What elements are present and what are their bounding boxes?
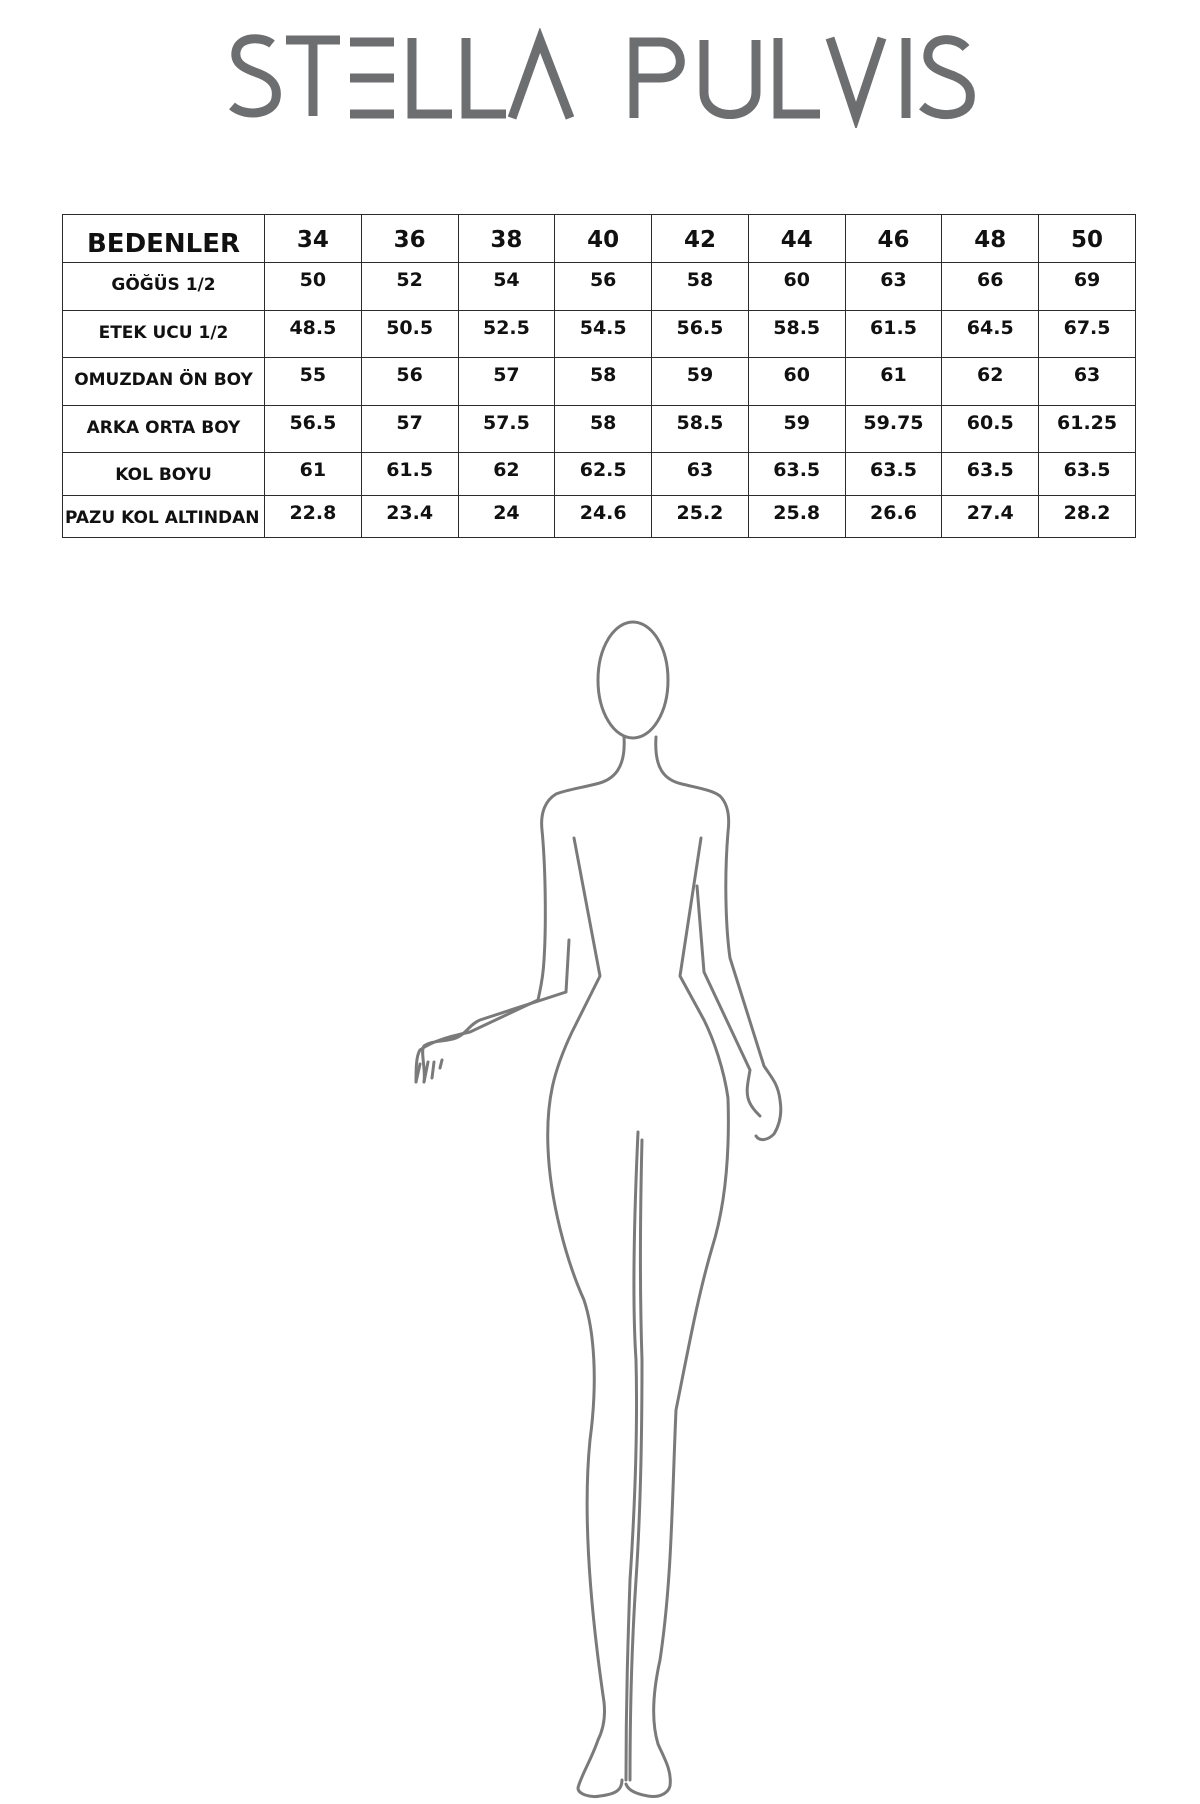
table-cell: 69 [1039, 263, 1136, 310]
row-label: ARKA ORTA BOY [63, 405, 265, 452]
table-cell: 56 [361, 358, 458, 405]
table-cell: 63.5 [845, 453, 942, 495]
size-header-cell: 40 [555, 215, 652, 263]
size-header-cell: 34 [265, 215, 362, 263]
table-cell: 55 [265, 358, 362, 405]
figure-hand-left [416, 1060, 442, 1082]
table-cell: 67.5 [1039, 310, 1136, 357]
figure-head [598, 622, 668, 738]
table-cell: 56.5 [652, 310, 749, 357]
size-header-cell: 42 [652, 215, 749, 263]
table-cell: 24.6 [555, 495, 652, 537]
table-cell: 50.5 [361, 310, 458, 357]
table-row [63, 453, 1136, 495]
table-cell: 59 [748, 405, 845, 452]
table-cell: 54.5 [555, 310, 652, 357]
table-cell: 57.5 [458, 405, 555, 452]
figure-torso-left-line [548, 838, 622, 1797]
table-cell: 48.5 [265, 310, 362, 357]
figure-body-right [656, 737, 781, 1140]
figure-body-left [416, 737, 624, 1082]
table-cell: 23.4 [361, 495, 458, 537]
table-cell: 56 [555, 263, 652, 310]
table-cell: 54 [458, 263, 555, 310]
fashion-figure-illustration [0, 600, 1200, 1800]
row-label: KOL BOYU [63, 453, 265, 495]
brand-logo [0, 28, 1200, 128]
table-cell: 63 [845, 263, 942, 310]
size-header-cell: 50 [1039, 215, 1136, 263]
table-cell: 59.75 [845, 405, 942, 452]
size-header-row [63, 215, 1136, 263]
size-header-cell: 44 [748, 215, 845, 263]
table-cell: 58.5 [748, 310, 845, 357]
row-label: PAZU KOL ALTINDAN [63, 495, 265, 537]
table-cell: 63 [652, 453, 749, 495]
table-cell: 56.5 [265, 405, 362, 452]
size-header-cell: 36 [361, 215, 458, 263]
table-cell: 50 [265, 263, 362, 310]
table-cell: 61 [845, 358, 942, 405]
figure-forearm-right [697, 886, 760, 1116]
table-cell: 60.5 [942, 405, 1039, 452]
table-cell: 61.25 [1039, 405, 1136, 452]
table-row [63, 263, 1136, 310]
table-cell: 62 [942, 358, 1039, 405]
table-row [63, 358, 1136, 405]
table-cell: 25.8 [748, 495, 845, 537]
figure-forearm-left [423, 940, 569, 1082]
table-cell: 61.5 [361, 453, 458, 495]
table-cell: 62 [458, 453, 555, 495]
table-cell: 22.8 [265, 495, 362, 537]
size-chart-table [62, 214, 1136, 538]
brand-logo-mark [0, 28, 1200, 128]
table-cell: 27.4 [942, 495, 1039, 537]
table-cell: 66 [942, 263, 1039, 310]
table-cell: 61 [265, 453, 362, 495]
table-cell: 28.2 [1039, 495, 1136, 537]
table-cell: 61.5 [845, 310, 942, 357]
table-row [63, 405, 1136, 452]
size-header-cell: 38 [458, 215, 555, 263]
table-cell: 24 [458, 495, 555, 537]
table-cell: 60 [748, 263, 845, 310]
table-cell: 52 [361, 263, 458, 310]
croquis-outline [0, 600, 1200, 1800]
table-cell: 57 [458, 358, 555, 405]
table-cell: 64.5 [942, 310, 1039, 357]
table-cell: 63.5 [748, 453, 845, 495]
table-cell: 26.6 [845, 495, 942, 537]
table-cell: 57 [361, 405, 458, 452]
row-label: GÖĞÜS 1/2 [63, 263, 265, 310]
table-cell: 52.5 [458, 310, 555, 357]
table-cell: 58 [555, 405, 652, 452]
table-row [63, 310, 1136, 357]
row-label: OMUZDAN ÖN BOY [63, 358, 265, 405]
size-header-cell: 46 [845, 215, 942, 263]
size-header-label: BEDENLER [63, 215, 265, 263]
table-cell: 25.2 [652, 495, 749, 537]
table-row [63, 495, 1136, 537]
table-cell: 60 [748, 358, 845, 405]
table-cell: 63.5 [1039, 453, 1136, 495]
table-cell: 58 [652, 263, 749, 310]
table-cell: 59 [652, 358, 749, 405]
row-label: ETEK UCU 1/2 [63, 310, 265, 357]
table-cell: 58.5 [652, 405, 749, 452]
table-cell: 63 [1039, 358, 1136, 405]
size-header-cell: 48 [942, 215, 1039, 263]
table-cell: 63.5 [942, 453, 1039, 495]
table-cell: 62.5 [555, 453, 652, 495]
table-cell: 58 [555, 358, 652, 405]
